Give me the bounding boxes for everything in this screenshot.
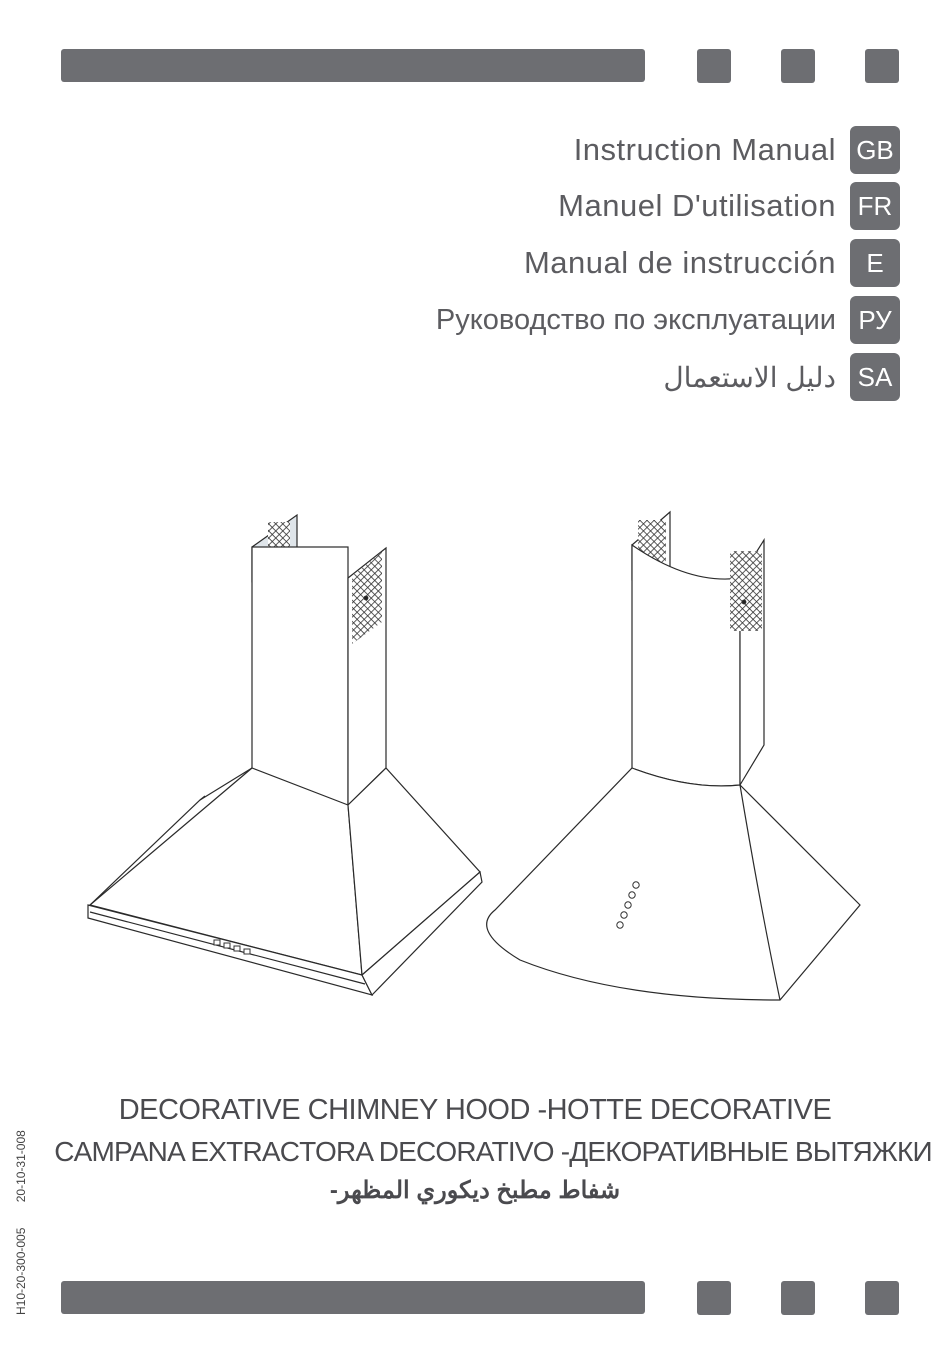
lang-badge-e: E bbox=[850, 239, 900, 287]
lang-text-ru: Руководство по эксплуатации bbox=[435, 303, 836, 336]
bottom-bar bbox=[61, 1281, 645, 1314]
title-line-1: DECORATIVE CHIMNEY HOOD -HOTTE DECORATIVE bbox=[118, 1094, 832, 1126]
lang-text-gb: Instruction Manual bbox=[573, 132, 836, 167]
document-codes bbox=[14, 1108, 28, 1315]
lang-text-e: Manual de instrucción bbox=[523, 245, 836, 280]
pyramid-hood-illustration bbox=[88, 515, 482, 995]
title-line-2: CAMPANA EXTRACTORA DECORATIVO -ДЕКОРАТИВНЫЕ ВЫТЯЖКИ bbox=[54, 1136, 932, 1167]
bottom-square-2 bbox=[781, 1281, 815, 1315]
title-line-3: شفاط مطبخ ديكوري المظهر- bbox=[329, 1177, 621, 1204]
lang-text-fr: Manuel D'utilisation bbox=[558, 188, 836, 223]
lang-badge-sa: SA bbox=[850, 353, 900, 401]
curved-hood-illustration bbox=[487, 512, 860, 1000]
bottom-square-3 bbox=[865, 1281, 899, 1315]
document-number: H10-20-300-005 bbox=[14, 1227, 28, 1315]
document-date: 20-10-31-008 bbox=[14, 1130, 28, 1203]
lang-badge-gb: GB bbox=[850, 126, 900, 174]
lang-badge-fr: FR bbox=[850, 182, 900, 230]
lang-text-sa: دليل الاستعمال bbox=[663, 361, 836, 393]
bottom-square-1 bbox=[697, 1281, 731, 1315]
lang-badge-ru: РУ bbox=[850, 296, 900, 344]
